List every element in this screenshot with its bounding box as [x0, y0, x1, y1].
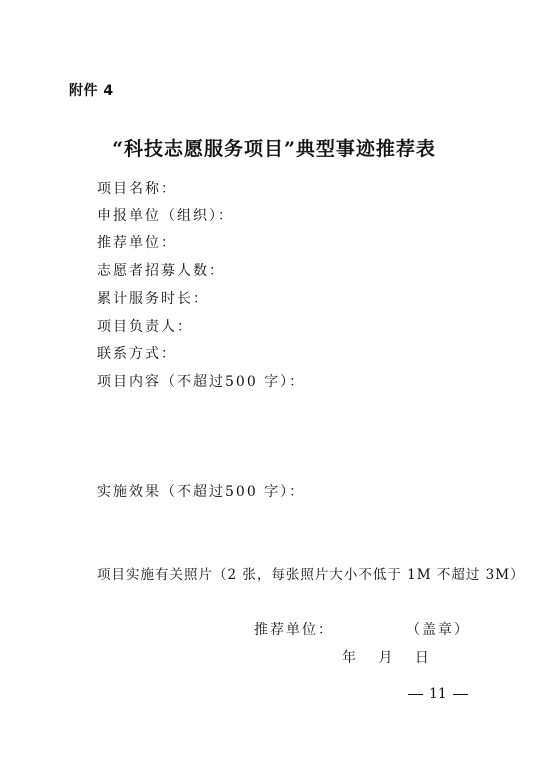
field-contact: 联系方式： — [97, 346, 177, 362]
recommender-label: 推荐单位： — [254, 622, 334, 638]
field-photos: 项目实施有关照片（2 张，每张照片大小不低于 1M 不超过 3M） — [97, 567, 525, 583]
field-recommending-unit: 推荐单位： — [97, 235, 177, 251]
page-number — [402, 686, 474, 702]
attachment-label: 附件 4 — [69, 83, 114, 99]
page-dash-right — [453, 694, 468, 695]
seal-label: （盖章） — [406, 622, 470, 638]
page-number-value: 11 — [429, 686, 447, 702]
field-implementation-effect: 实施效果（不超过500 字）： — [97, 484, 306, 500]
field-project-leader: 项目负责人： — [97, 319, 193, 335]
field-service-hours: 累计服务时长： — [97, 291, 209, 307]
date-month: 月 — [378, 650, 393, 666]
date-year: 年 — [342, 650, 356, 666]
field-project-content: 项目内容（不超过500 字）： — [97, 374, 306, 390]
field-applicant-unit: 申报单位（组织）： — [97, 208, 234, 224]
date-day: 日 — [414, 650, 429, 666]
document-title: “科技志愿服务项目”典型事迹推荐表 — [112, 138, 436, 160]
field-project-name: 项目名称： — [97, 181, 177, 197]
date-line — [342, 647, 447, 667]
page-dash-left — [408, 694, 423, 695]
field-volunteer-count: 志愿者招募人数： — [97, 263, 225, 279]
